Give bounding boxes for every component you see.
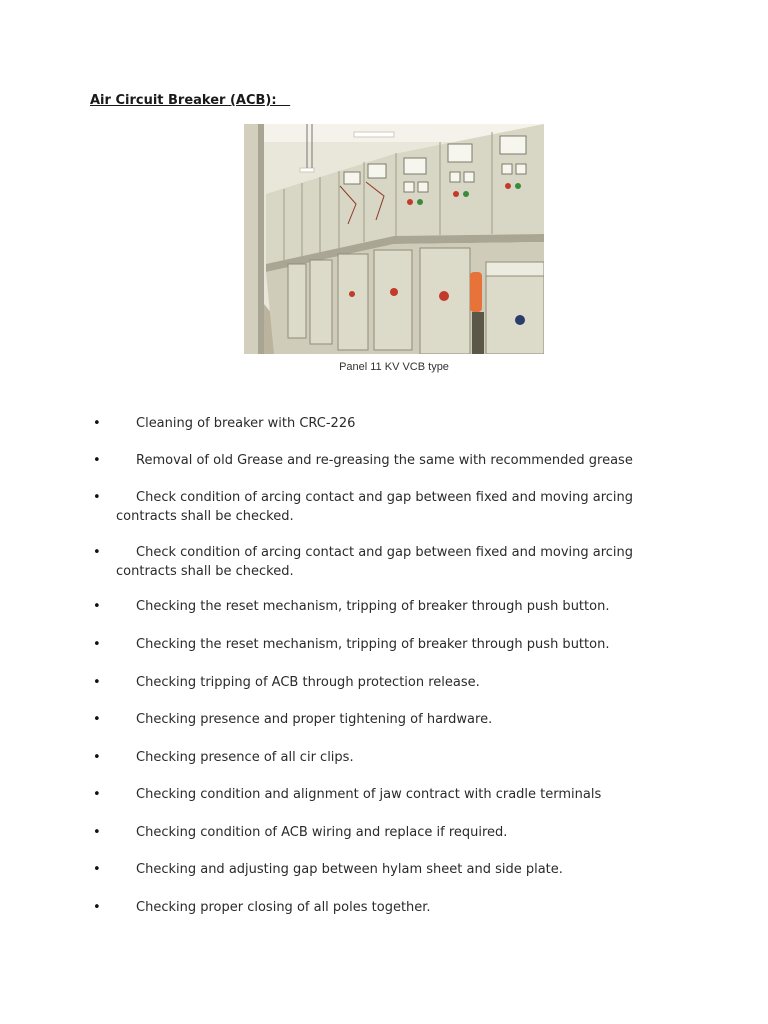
bullet-marker: •: [93, 675, 101, 690]
bullet-marker: •: [93, 750, 101, 765]
list-item-text: Checking and adjusting gap between hylam sheet and side plate.: [136, 862, 563, 877]
bullet-marker: •: [93, 637, 101, 652]
list-item-text: Check condition of arcing contact and gap between fixed and moving arcing: [136, 545, 634, 560]
list-item-text: Check condition of arcing contact and gap between fixed and moving arcing: [136, 490, 634, 505]
bullet-marker: •: [93, 712, 101, 727]
list-item: [90, 785, 678, 804]
figure-caption: Panel 11 KV VCB type: [339, 361, 449, 373]
list-item-text: Checking presence of all cir clips.: [136, 750, 354, 765]
list-item-text: Checking condition and alignment of jaw contract with cradle terminals: [136, 787, 602, 802]
list-item: [90, 898, 678, 917]
bullet-marker: •: [93, 416, 101, 431]
list-item: [90, 488, 678, 526]
list-item-text: Checking tripping of ACB through protection release.: [136, 675, 480, 690]
list-item-text-continuation: contracts shall be checked.: [116, 509, 294, 524]
list-item-text: Cleaning of breaker with CRC-226: [136, 416, 356, 431]
list-item: [90, 673, 678, 692]
bullet-marker: •: [93, 545, 101, 560]
bullet-marker: •: [93, 490, 101, 505]
list-item: [90, 414, 678, 433]
list-item-text: Checking presence and proper tightening of hardware.: [136, 712, 493, 727]
bullet-marker: •: [93, 453, 101, 468]
bullet-marker: •: [93, 825, 101, 840]
list-item: [90, 635, 678, 654]
bullet-marker: •: [93, 862, 101, 877]
list-item: [90, 451, 678, 470]
list-item: [90, 597, 678, 616]
list-item-text: Checking proper closing of all poles together.: [136, 900, 431, 915]
list-item-text: Checking the reset mechanism, tripping of breaker through push button.: [136, 637, 610, 652]
bullet-marker: •: [93, 599, 101, 614]
list-item-text: Checking the reset mechanism, tripping of breaker through push button.: [136, 599, 610, 614]
bullet-marker: •: [93, 787, 101, 802]
list-item: [90, 710, 678, 729]
list-item: [90, 823, 678, 842]
list-item-text: Checking condition of ACB wiring and replace if required.: [136, 825, 508, 840]
bullet-marker: •: [93, 900, 101, 915]
list-item: [90, 860, 678, 879]
page-title: Air Circuit Breaker (ACB):: [90, 93, 291, 108]
list-item: [90, 543, 678, 581]
list-item-text: Removal of old Grease and re-greasing the same with recommended grease: [136, 453, 633, 468]
list-item: [90, 748, 678, 767]
list-item-text-continuation: contracts shall be checked.: [116, 564, 294, 579]
